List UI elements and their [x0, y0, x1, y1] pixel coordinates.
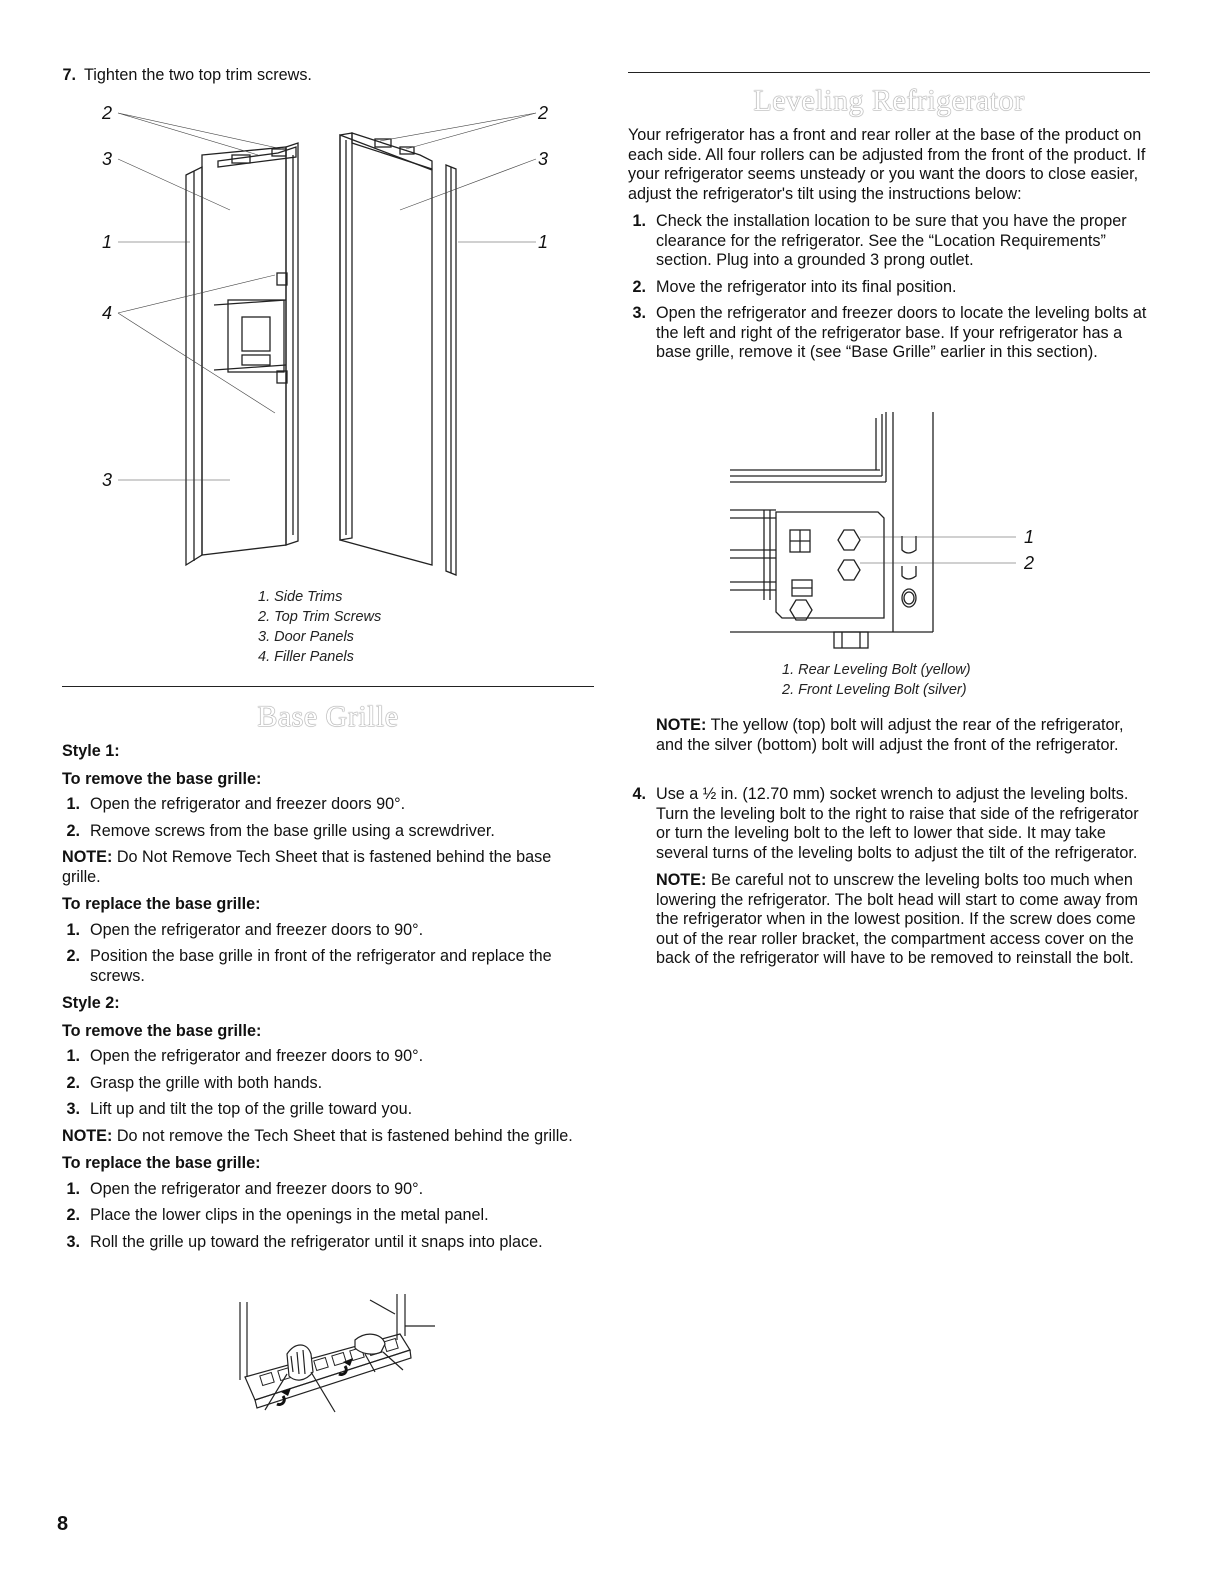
- step-text: Tighten the two top trim screws.: [84, 66, 312, 84]
- base-grille-hands-diagram: [225, 1292, 440, 1417]
- list-item: 2. Remove screws from the base grille using a screwdriver.: [66, 821, 495, 840]
- list-item: 2. Position the base grille in front of the refrigerator and replace the screws.: [66, 947, 552, 985]
- caption-line: 1. Side Trims: [258, 589, 343, 605]
- list-item: 1. Open the refrigerator and freezer doors to 90°.: [66, 1179, 424, 1198]
- step-4: [628, 785, 1150, 976]
- intro-paragraph: Your refrigerator has a front and rear roller at the base of the product on each side. All four rollers can be adjusted from the front of the product. If your refrigerator seems unsteady or you want the doors to close easier, adjust the refrigerator's tilt using the instructions below:: [628, 126, 1146, 203]
- caption-line: 1. Rear Leveling Bolt (yellow): [782, 662, 971, 678]
- list-item: 1. Open the refrigerator and freezer doors 90°.: [66, 795, 406, 813]
- note: NOTE: Be careful not to unscrew the leveling bolts too much when lowering the refrigerator. The bolt head will start to come away from the refrigerator when in the lowest position. If the screw does come out of the rear roller bracket, the compartment access cover on the back of the refrigerator will have to be removed to reinstall the bolt.: [656, 871, 1138, 967]
- replace-heading: To replace the base grille:: [62, 1154, 261, 1172]
- list-item: 2. Grasp the grille with both hands.: [66, 1073, 323, 1092]
- step-number: 7.: [62, 66, 76, 84]
- list-item: 3. Open the refrigerator and freezer doors to locate the leveling bolts at the left and right of the refrigerator base. If your refrigerator has a base grille, remove it (see “Base Grille” earlier in this section).: [632, 304, 1147, 361]
- caption-line: 2. Top Trim Screws: [258, 609, 382, 625]
- note: NOTE: Do Not Remove Tech Sheet that is fastened behind the base grille.: [62, 848, 552, 886]
- page-number: 8: [57, 1513, 69, 1535]
- callout-3-right: 3: [538, 149, 549, 169]
- list-item: 2. Move the refrigerator into its final position.: [632, 277, 957, 296]
- callout-1: 1: [1024, 527, 1035, 547]
- caption-line: 4. Filler Panels: [258, 649, 354, 665]
- section-divider: [628, 72, 1150, 73]
- leveling-title: Leveling Refrigerator: [753, 84, 1025, 117]
- note: NOTE: The yellow (top) bolt will adjust the rear of the refrigerator, and the silver (bottom) bolt will adjust the front of the refrigerator.: [656, 716, 1124, 754]
- replace-heading: To replace the base grille:: [62, 895, 261, 913]
- callout-1-left: 1: [102, 232, 113, 252]
- callout-2: 2: [1024, 553, 1035, 573]
- right-column: [628, 126, 1150, 370]
- callout-2-left: 2: [102, 103, 113, 123]
- figure1-captions: [258, 587, 558, 667]
- callout-4-left: 4: [102, 303, 113, 323]
- list-item: 1. Open the refrigerator and freezer doors to 90°.: [66, 920, 424, 939]
- list-item: 3. Lift up and tilt the top of the grille toward you.: [66, 1100, 413, 1118]
- leveling-bolts-diagram: [728, 410, 1058, 662]
- base-grille-title: Base Grille: [257, 700, 399, 733]
- callout-2-right: 2: [538, 103, 549, 123]
- list-item: 2. Place the lower clips in the openings in the metal panel.: [66, 1206, 489, 1224]
- caption-line: 3. Door Panels: [258, 629, 354, 645]
- door-panels-diagram: [90, 95, 570, 590]
- list-item: 3. Roll the grille up toward the refrigerator until it snaps into place.: [66, 1232, 543, 1251]
- caption-line: 2. Front Leveling Bolt (silver): [782, 682, 967, 698]
- remove-heading: To remove the base grille:: [62, 1021, 262, 1040]
- list-item: 4. Use a ½ in. (12.70 mm) socket wrench to adjust the leveling bolts. Turn the leveling bolt to the right to raise that side of the refrigerator or turn the leveling bolt to the left to lower that side. It may take several turns of the leveling bolts to adjust the tilt of the refrigerator. NOTE: Be careful not to unscrew the leveling bolts too much when lowering the refrigerator. The bolt head will start to come away from the refrigerator when in the lowest position. If the screw does come out of the rear roller bracket, the compartment access cover on the back of the refrigerator will have to be removed to reinstall the bolt.: [628, 785, 1150, 969]
- section-divider: [62, 686, 594, 687]
- right-lower: [656, 716, 1150, 764]
- list-item: 1. Open the refrigerator and freezer doors to 90°.: [66, 1047, 424, 1065]
- callout-3-left: 3: [102, 149, 113, 169]
- list-item: 1. Check the installation location to be sure that you have the proper clearance for the refrigerator. See the “Location Requirements” section. Plug into a grounded 3 prong outlet.: [632, 212, 1127, 269]
- base-grille-section: [62, 742, 594, 1259]
- remove-heading: To remove the base grille:: [62, 769, 262, 788]
- style1-label: Style 1:: [62, 742, 120, 760]
- callout-3b-left: 3: [102, 470, 113, 490]
- note: NOTE: Do not remove the Tech Sheet that is fastened behind the grille.: [62, 1126, 573, 1145]
- figure2-captions: [782, 660, 1102, 700]
- style2-label: Style 2:: [62, 994, 120, 1012]
- callout-1-right: 1: [538, 232, 549, 252]
- step-7: [46, 66, 586, 93]
